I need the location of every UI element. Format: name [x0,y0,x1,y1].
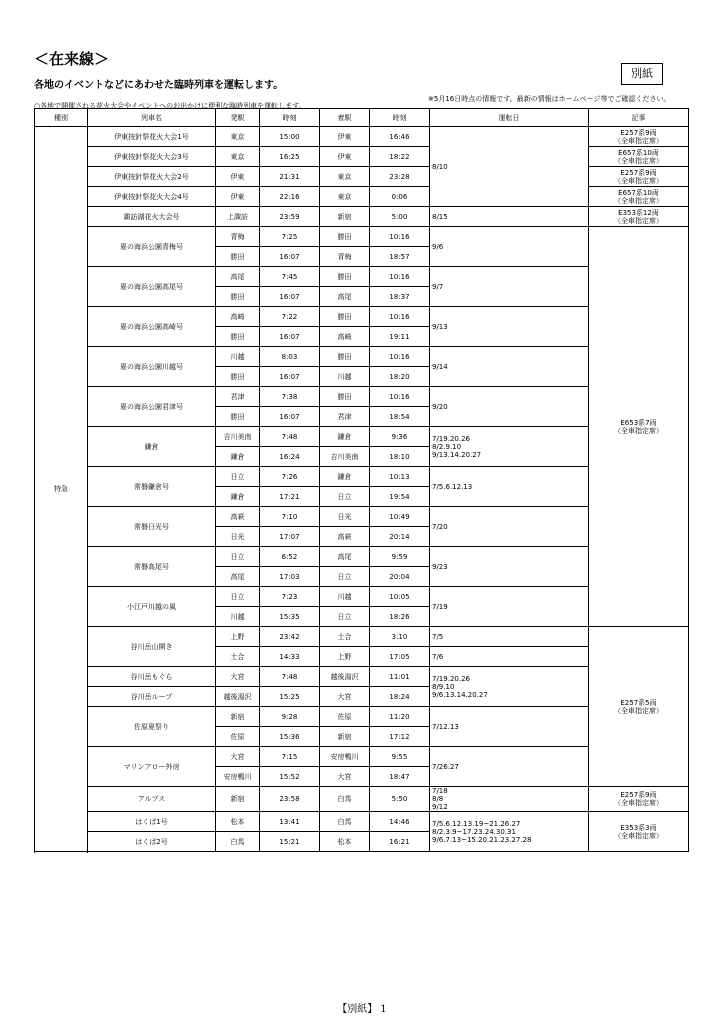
departure-station-cell: 新宿 [216,787,260,812]
arrival-station-cell: 勝田 [320,387,370,407]
arrival-time-cell: 17:12 [370,727,430,747]
arrival-station-cell: 新宿 [320,727,370,747]
arrival-station-cell: 越後湯沢 [320,667,370,687]
departure-time-cell: 13:41 [260,812,320,832]
train-name-cell: 谷川岳山開き [88,627,216,667]
departure-time-cell: 7:48 [260,427,320,447]
table-row [35,147,689,167]
train-name-cell: はくば1号 [88,812,216,832]
departure-time-cell: 7:48 [260,667,320,687]
arrival-station-cell: 上野 [320,647,370,667]
departure-time-cell: 23:59 [260,207,320,227]
arrival-station-cell: 高尾 [320,287,370,307]
arrival-station-cell: 土合 [320,627,370,647]
arrival-time-cell: 18:37 [370,287,430,307]
arrival-time-cell: 18:57 [370,247,430,267]
departure-time-cell: 8:03 [260,347,320,367]
departure-time-cell: 7:25 [260,227,320,247]
departure-time-cell: 16:07 [260,407,320,427]
departure-station-cell: 松本 [216,812,260,832]
arrival-time-cell: 18:20 [370,367,430,387]
arrival-time-cell: 0:06 [370,187,430,207]
arrival-station-cell: 日立 [320,567,370,587]
header-arrival-station: 着駅 [320,109,370,127]
departure-time-cell: 7:15 [260,747,320,767]
train-name-cell: 夏の海浜公園高崎号 [88,307,216,347]
departure-time-cell: 7:10 [260,507,320,527]
departure-time-cell: 14:33 [260,647,320,667]
attachment-badge: 別紙 [621,63,663,85]
departure-time-cell: 22:16 [260,187,320,207]
intro-note: ○各地で開催される花火大会やイベントへのお出かけに便利な臨時列車を運転します。 [34,102,306,110]
departure-station-cell: 高萩 [216,507,260,527]
train-name-cell: 夏の海浜公園高尾号 [88,267,216,307]
arrival-station-cell: 勝田 [320,267,370,287]
header-arrival-time: 時刻 [370,109,430,127]
departure-station-cell: 日立 [216,467,260,487]
departure-station-cell: 伊東 [216,167,260,187]
arrival-time-cell: 20:14 [370,527,430,547]
arrival-time-cell: 9:59 [370,547,430,567]
arrival-time-cell: 17:05 [370,647,430,667]
arrival-station-cell: 勝田 [320,307,370,327]
departure-time-cell: 17:21 [260,487,320,507]
operating-days-cell: 7/5 [430,627,589,647]
arrival-time-cell: 20:04 [370,567,430,587]
departure-station-cell: 越後湯沢 [216,687,260,707]
arrival-station-cell: 白馬 [320,787,370,812]
train-type-cell: 特急 [35,127,88,852]
arrival-time-cell: 3:10 [370,627,430,647]
departure-time-cell: 7:22 [260,307,320,327]
arrival-time-cell: 10:16 [370,267,430,287]
operating-days-cell: 8/15 [430,207,589,227]
arrival-time-cell: 23:28 [370,167,430,187]
table-row [35,227,689,247]
departure-time-cell: 15:21 [260,832,320,852]
train-name-cell: 伊東按針祭花火大会1号 [88,127,216,147]
departure-time-cell: 15:00 [260,127,320,147]
departure-station-cell: 大宮 [216,667,260,687]
operating-days-cell: 9/6 [430,227,589,267]
table-row [35,187,689,207]
arrival-time-cell: 10:16 [370,307,430,327]
notes-cell: E653系7両 （全車指定席） [589,227,689,627]
table-row [35,812,689,832]
departure-time-cell: 17:03 [260,567,320,587]
train-name-cell: 佐原夏祭り [88,707,216,747]
train-name-cell: 常磐鎌倉号 [88,467,216,507]
departure-time-cell: 6:52 [260,547,320,567]
departure-time-cell: 15:36 [260,727,320,747]
arrival-time-cell: 18:24 [370,687,430,707]
departure-station-cell: 伊東 [216,187,260,207]
departure-time-cell: 7:38 [260,387,320,407]
arrival-station-cell: 吉川美南 [320,447,370,467]
arrival-station-cell: 白馬 [320,812,370,832]
train-name-cell: 常磐日光号 [88,507,216,547]
notes-cell: E353系3両 （全車指定席） [589,812,689,852]
departure-station-cell: 新宿 [216,707,260,727]
notes-cell: E257系5両 （全車指定席） [589,627,689,787]
notes-cell: E257系9両 （全車指定席） [589,167,689,187]
operating-days-cell: 8/10 [430,127,589,207]
train-name-cell: 伊東按針祭花火大会4号 [88,187,216,207]
arrival-station-cell: 高崎 [320,327,370,347]
arrival-time-cell: 11:20 [370,707,430,727]
departure-station-cell: 鎌倉 [216,447,260,467]
departure-station-cell: 高尾 [216,567,260,587]
operating-days-cell: 9/13 [430,307,589,347]
arrival-station-cell: 川越 [320,367,370,387]
departure-station-cell: 吉川美南 [216,427,260,447]
train-name-cell: 谷川岳もぐら [88,667,216,687]
arrival-station-cell: 勝田 [320,227,370,247]
arrival-time-cell: 10:13 [370,467,430,487]
page-title: ＜在来線＞ [34,50,110,68]
arrival-station-cell: 君津 [320,407,370,427]
header-notes: 記事 [589,109,689,127]
train-name-cell: マリンアロー外房 [88,747,216,787]
departure-station-cell: 川越 [216,607,260,627]
arrival-time-cell: 9:55 [370,747,430,767]
departure-time-cell: 7:26 [260,467,320,487]
page-subtitle: 各地のイベントなどにあわせた臨時列車を運転します。 [34,80,284,91]
departure-station-cell: 日立 [216,587,260,607]
departure-station-cell: 白馬 [216,832,260,852]
arrival-station-cell: 高尾 [320,547,370,567]
departure-station-cell: 安房鴨川 [216,767,260,787]
table-row [35,207,689,227]
arrival-station-cell: 松本 [320,832,370,852]
departure-time-cell: 16:07 [260,247,320,267]
header-operating-days: 運転日 [430,109,589,127]
operating-days-cell: 7/12.13 [430,707,589,747]
departure-time-cell: 16:24 [260,447,320,467]
arrival-station-cell: 川越 [320,587,370,607]
header-type: 種別 [35,109,88,127]
departure-station-cell: 川越 [216,347,260,367]
departure-station-cell: 勝田 [216,287,260,307]
arrival-station-cell: 高萩 [320,527,370,547]
info-date-note: ※5月16日時点の情報です。最新の情報はホームページ等でご確認ください。 [428,95,671,103]
train-name-cell: 常磐高尾号 [88,547,216,587]
departure-station-cell: 青梅 [216,227,260,247]
departure-time-cell: 23:42 [260,627,320,647]
arrival-station-cell: 伊東 [320,127,370,147]
arrival-time-cell: 11:01 [370,667,430,687]
arrival-station-cell: 鎌倉 [320,467,370,487]
departure-time-cell: 16:07 [260,327,320,347]
arrival-time-cell: 16:21 [370,832,430,852]
departure-station-cell: 鎌倉 [216,487,260,507]
departure-station-cell: 東京 [216,127,260,147]
train-name-cell: 夏の海浜公園川越号 [88,347,216,387]
table-row [35,787,689,812]
arrival-station-cell: 日光 [320,507,370,527]
page-footer: 【別紙】 1 [337,1004,387,1015]
departure-time-cell: 16:25 [260,147,320,167]
arrival-station-cell: 佐原 [320,707,370,727]
departure-station-cell: 上野 [216,627,260,647]
departure-station-cell: 君津 [216,387,260,407]
arrival-time-cell: 14:46 [370,812,430,832]
operating-days-cell: 9/23 [430,547,589,587]
arrival-station-cell: 大宮 [320,687,370,707]
arrival-station-cell: 東京 [320,187,370,207]
departure-time-cell: 7:23 [260,587,320,607]
departure-station-cell: 勝田 [216,407,260,427]
departure-station-cell: 東京 [216,147,260,167]
arrival-time-cell: 18:10 [370,447,430,467]
arrival-station-cell: 青梅 [320,247,370,267]
arrival-time-cell: 10:16 [370,387,430,407]
arrival-time-cell: 18:47 [370,767,430,787]
header-departure-time: 時刻 [260,109,320,127]
departure-station-cell: 佐原 [216,727,260,747]
arrival-time-cell: 16:46 [370,127,430,147]
table-row [35,167,689,187]
operating-days-cell: 9/14 [430,347,589,387]
departure-time-cell: 15:35 [260,607,320,627]
arrival-time-cell: 18:26 [370,607,430,627]
operating-days-cell: 7/5.6.12.13 [430,467,589,507]
timetable [34,108,689,852]
train-name-cell: はくば2号 [88,832,216,852]
arrival-station-cell: 鎌倉 [320,427,370,447]
notes-cell: E657系10両 （全車指定席） [589,147,689,167]
operating-days-cell: 7/20 [430,507,589,547]
arrival-time-cell: 5:00 [370,207,430,227]
operating-days-cell: 7/19 [430,587,589,627]
train-name-cell: 夏の海浜公園青梅号 [88,227,216,267]
arrival-station-cell: 東京 [320,167,370,187]
train-name-cell: アルプス [88,787,216,812]
arrival-station-cell: 大宮 [320,767,370,787]
departure-station-cell: 勝田 [216,247,260,267]
train-name-cell: 谷川岳ループ [88,687,216,707]
departure-station-cell: 大宮 [216,747,260,767]
departure-time-cell: 17:07 [260,527,320,547]
arrival-time-cell: 10:16 [370,227,430,247]
arrival-station-cell: 新宿 [320,207,370,227]
arrival-station-cell: 安房鴨川 [320,747,370,767]
departure-time-cell: 15:25 [260,687,320,707]
arrival-time-cell: 10:16 [370,347,430,367]
departure-station-cell: 日立 [216,547,260,567]
arrival-time-cell: 5:50 [370,787,430,812]
train-name-cell: 伊東按針祭花火大会3号 [88,147,216,167]
header-train-name: 列車名 [88,109,216,127]
operating-days-cell: 9/20 [430,387,589,427]
departure-time-cell: 15:52 [260,767,320,787]
departure-station-cell: 上諏訪 [216,207,260,227]
departure-station-cell: 高崎 [216,307,260,327]
arrival-time-cell: 10:49 [370,507,430,527]
arrival-time-cell: 19:54 [370,487,430,507]
departure-time-cell: 16:07 [260,367,320,387]
departure-station-cell: 勝田 [216,367,260,387]
notes-cell: E257系9両 （全車指定席） [589,787,689,812]
table-row [35,627,689,647]
departure-time-cell: 23:58 [260,787,320,812]
operating-days-cell: 7/19.20.26 8/9.10 9/6.13.14.20.27 [430,667,589,707]
train-name-cell: 夏の海浜公園君津号 [88,387,216,427]
notes-cell: E353系12両 （全車指定席） [589,207,689,227]
departure-station-cell: 勝田 [216,327,260,347]
departure-station-cell: 日光 [216,527,260,547]
operating-days-cell: 7/5.6.12.13.19~21.26.27 8/2.3.9~17.23.24.30.31 9/6.7.13~15.20.21.23.27.28 [430,812,589,852]
departure-time-cell: 21:31 [260,167,320,187]
departure-time-cell: 16:07 [260,287,320,307]
header-departure-station: 発駅 [216,109,260,127]
departure-time-cell: 9:28 [260,707,320,727]
header-row [35,109,689,127]
operating-days-cell: 7/18 8/8 9/12 [430,787,589,812]
train-name-cell: 小江戸川越の風 [88,587,216,627]
arrival-station-cell: 日立 [320,607,370,627]
table-row [35,127,689,147]
arrival-station-cell: 伊東 [320,147,370,167]
departure-station-cell: 土合 [216,647,260,667]
arrival-time-cell: 9:36 [370,427,430,447]
operating-days-cell: 7/19.20.26 8/2.9.10 9/13.14.20.27 [430,427,589,467]
arrival-time-cell: 18:22 [370,147,430,167]
operating-days-cell: 7/6 [430,647,589,667]
arrival-time-cell: 10:05 [370,587,430,607]
notes-cell: E657系10両 （全車指定席） [589,187,689,207]
train-name-cell: 諏訪湖花火大会号 [88,207,216,227]
operating-days-cell: 9/7 [430,267,589,307]
departure-time-cell: 7:45 [260,267,320,287]
arrival-time-cell: 19:11 [370,327,430,347]
operating-days-cell: 7/26.27 [430,747,589,787]
notes-cell: E257系9両 （全車指定席） [589,127,689,147]
arrival-time-cell: 18:54 [370,407,430,427]
arrival-station-cell: 勝田 [320,347,370,367]
train-name-cell: 鎌倉 [88,427,216,467]
departure-station-cell: 高尾 [216,267,260,287]
arrival-station-cell: 日立 [320,487,370,507]
train-name-cell: 伊東按針祭花火大会2号 [88,167,216,187]
